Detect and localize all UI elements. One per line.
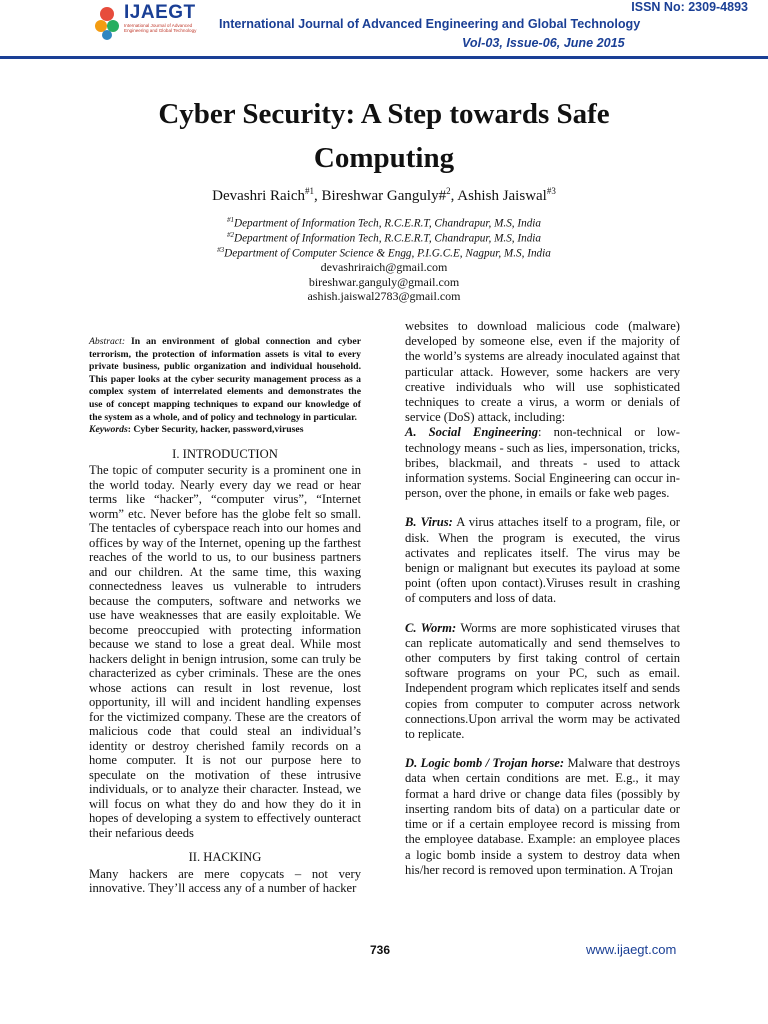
author-email[interactable]: bireshwar.ganguly@gmail.com xyxy=(308,275,460,289)
abstract: Abstract: In an environment of global connection and cyber terrorism, the protection of information assets is vital to every private business, public organization and individual household. This paper looks at the cyber security management process as a complex system of interrelated elements and demonstrates the use of concept mapping techniques to expand our knowledge of the system as a whole, and of policy and technology in particular. xyxy=(89,336,361,423)
journal-name: International Journal of Advanced Engineering and Global Technology xyxy=(219,17,641,31)
journal-logo xyxy=(92,2,204,42)
paper-title: Cyber Security: A Step towards Safe Computing xyxy=(158,98,610,174)
page-number: 736 xyxy=(370,943,391,957)
item-worm: C. Worm: Worms are more sophisticated viruses that can replicate automatically and send themselves to other computers by first taking control of certain software programs on your PC, such as email. Independent program which replicates itself and sends copies from computer to computer across network connections.Upon arrival the worm may be activated to replicate. xyxy=(405,620,681,742)
author-email[interactable]: ashish.jaiswal2783@gmail.com xyxy=(307,289,461,303)
item-virus: B. Virus: A virus attaches itself to a program, file, or disk. When the program is executed, the virus activates and replicates itself. The virus may be benign or malignant but executes its payload at some point (often upon contact).Viruses result in crashing of computers and loss of data. xyxy=(405,515,680,606)
issn-number: ISSN No: 2309-4893 xyxy=(631,0,748,14)
author-name: Bireshwar Ganguly# xyxy=(321,188,447,204)
journal-website-link[interactable]: www.ijaegt.com xyxy=(586,942,677,957)
keywords: Keywords: Cyber Security, hacker, password,viruses xyxy=(89,424,304,436)
header-divider xyxy=(0,56,768,59)
logo-tagline: International Journal of Advanced Engineering and Global Technology xyxy=(124,23,197,33)
affiliation: $^{\#2}$Department of Information Tech, R.C.E.R.T, Chandrapur, M.S, India xyxy=(226,231,542,245)
logo-wordmark: IJAEGT xyxy=(124,2,196,23)
introduction-text: The topic of computer security is a prominent one in the world today. Nearly every day we read or hear terms like “hacker”, “computer virus”, “Internet worm” etc. Never before has the globe felt so small. The tentacles of cyberspace reach into our homes and offices by way of the Internet, opening up the farthest reaches of the world to us, to our business partners and our children. At the same time, this waxing connectedness leaves us vulnerable to intruders because the computers, software and networks we use have weaknesses that are easily exploitable. We become preoccupied with protecting information because we stand to lose a great deal. While most hackers delight in benign intrusion, some can truly be characterized as cyber criminals. These are the ones whose actions can result in lost revenue, lost opportunity, ill will and incident handling expenses for the victimized company. These are the creators of malicious code that could steal an individual’s identity or destroy cherished family records on a home computer. It is not our purpose here to speculate on the motivation of these intrusive individuals, or to analyze their character. Instead, we will focus on what they do and how they do it in hopes of developing a system to effectively ounteract their nefarious deeds xyxy=(89,463,361,840)
volume-info: Vol-03, Issue-06, June 2015 xyxy=(462,36,625,50)
hacking-continued: websites to download malicious code (malware) developed by someone else, even if the majority of the world’s systems are already inoculated against that particular attack. However, some hackers are very creative individuals who will use sophisticated techniques to create a virus, a worm or denials of service (DoS) attack, including: xyxy=(405,319,680,425)
section-heading-hacking: II. HACKING xyxy=(188,850,262,865)
left-column xyxy=(89,336,361,896)
section-heading-introduction: I. INTRODUCTION xyxy=(172,446,278,461)
affiliation: $^{\#3}$Department of Computer Science & Engg, P.I.G.C.E, Nagpur, M.S, India xyxy=(217,246,551,260)
right-column xyxy=(405,319,680,878)
author-name: Ashish Jaiswal xyxy=(457,188,547,204)
affiliation: $^{\#1}$Department of Information Tech, R.C.E.R.T, Chandrapur, M.S, India xyxy=(226,216,542,230)
author-list: Devashri Raich$^{\#1}$, Bireshwar Ganguly#$^2$, Ashish Jaiswal$^{\#3}$ xyxy=(212,186,556,204)
hacking-text: Many hackers are mere copycats – not very innovative. They’ll access any of a number of hacker xyxy=(89,866,361,896)
item-social-engineering: A. Social Engineering: non-technical or low-technology means - such as lies, impersonation, tricks, bribes, blackmail, and threats - used to attack information systems. Social Engineering can occur in-person, over the phone, in emails or fake web pages. xyxy=(405,425,680,501)
logo-emblem-icon xyxy=(92,4,122,42)
author-email[interactable]: devashriraich@gmail.com xyxy=(320,260,448,274)
author-name: Devashri Raich xyxy=(212,188,306,204)
item-logic-bomb: D. Logic bomb / Trojan horse: Malware that destroys data when certain conditions are met. E.g., it may format a hard drive or change data files (possibly by inserting random bits of data) on a particular date or time or if a certain employee record is missing from the employee database. Example: an employee places a logic bomb inside a system to destroy data when his/her record is removed upon termination. A Trojan xyxy=(405,756,681,877)
